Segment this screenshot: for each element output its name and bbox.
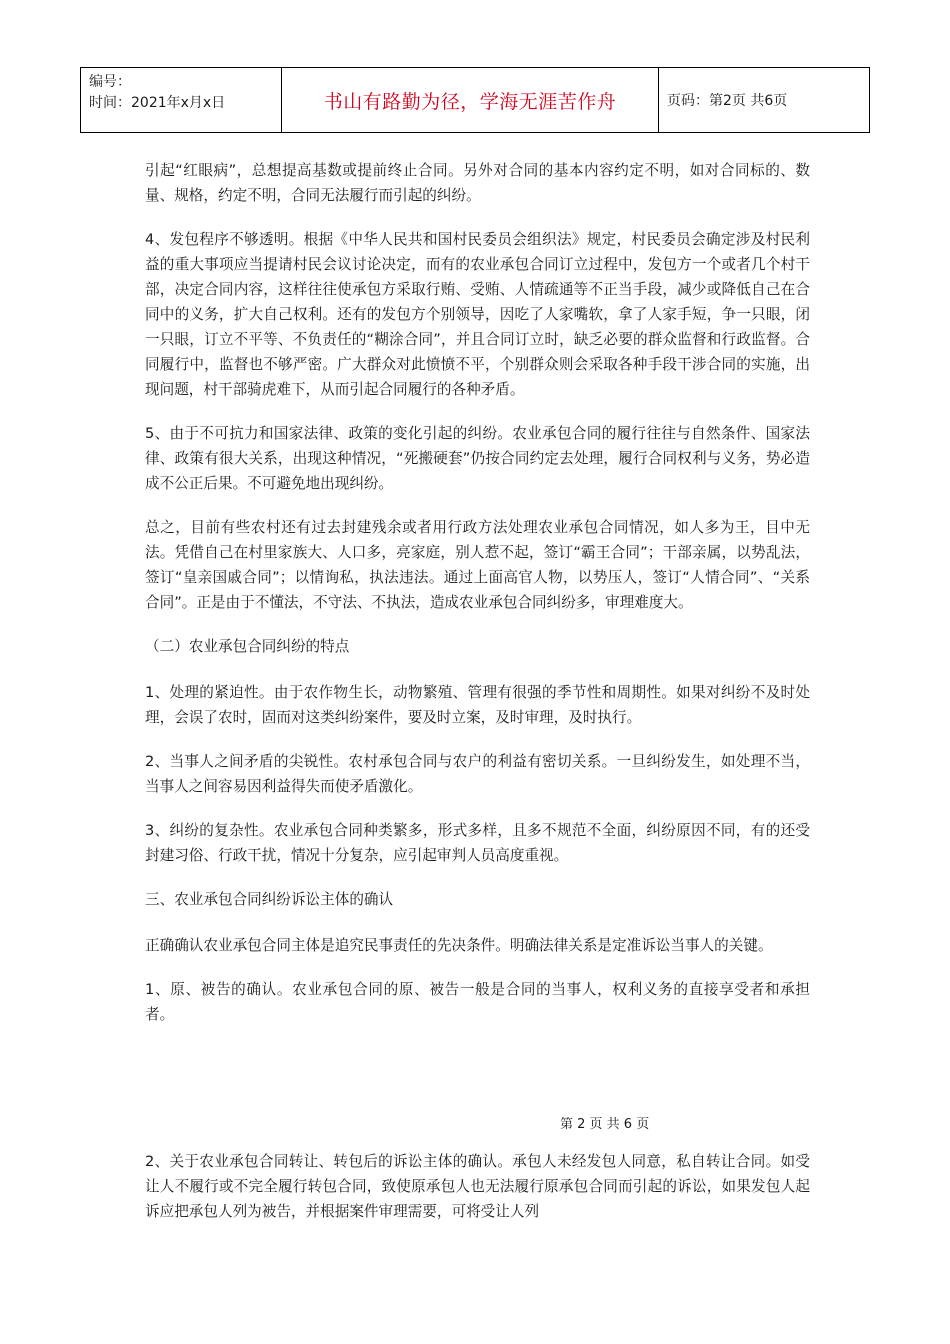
date-label: 时间：2021年x月x日 (89, 95, 226, 111)
document-header (80, 67, 870, 133)
header-meta (81, 68, 282, 132)
paragraph: 5、由于不可抗力和国家法律、政策的变化引起的纠纷。农业承包合同的履行往往与自然条件、国家法律、政策有很大关系，出现这种情况，“死搬硬套”仍按合同约定去处理，履行合同权利与义务，势必造成不公正后果。不可避免地出现纠纷。 (145, 425, 810, 492)
paragraph: 引起“红眼病”，总想提高基数或提前终止合同。另外对合同的基本内容约定不明，如对合同标的、数量、规格，约定不明，合同无法履行而引起的纠纷。 (145, 162, 810, 204)
paragraph: 正确确认农业承包合同主体是追究民事责任的先决条件。明确法律关系是定准诉讼当事人的关键。 (145, 937, 773, 954)
paragraph: 2、当事人之间矛盾的尖锐性。农村承包合同与农户的利益有密切关系。一旦纠纷发生，如处理不当，当事人之间容易因利益得失而使矛盾激化。 (145, 753, 810, 795)
header-page-label: 页码：第2页 共6页 (667, 93, 788, 109)
paragraph: 3、纠纷的复杂性。农业承包合同种类繁多，形式多样，且多不规范不全面，纠纷原因不同，有的还受封建习俗、行政干扰，情况十分复杂，应引起审判人员高度重视。 (145, 822, 810, 864)
paragraph: 1、处理的紧迫性。由于农作物生长，动物繁殖、管理有很强的季节性和周期性。如果对纠纷不及时处理，会误了农时，固而对这类纠纷案件，要及时立案，及时审理，及时执行。 (145, 684, 810, 726)
continuation-body (145, 1149, 810, 1224)
page-footer-marker: 第 2 页 共 6 页 (560, 1117, 650, 1132)
paragraph: 总之，目前有些农村还有过去封建残余或者用行政方法处理农业承包合同情况，如人多为王，目中无法。凭借自己在村里家族大、人口多，亮家庭，别人惹不起，签订“霸王合同”；干部亲属，以势乱法，签订“皇亲国戚合同”；以情询私，执法违法。通过上面高官人物，以势压人，签订“人情合同”、“关系合同”。正是由于不懂法，不守法、不执法，造成农业承包合同纠纷多，审理难度大。 (145, 519, 810, 611)
section-heading: （二）农业承包合同纠纷的特点 (145, 638, 350, 655)
header-motto: 书山有路勤为径，学海无涯苦作舟 (282, 68, 659, 132)
paragraph: 1、原、被告的确认。农业承包合同的原、被告一般是合同的当事人，权利义务的直接享受者和承担者。 (145, 981, 810, 1023)
section-heading: 三、农业承包合同纠纷诉讼主体的确认 (145, 891, 394, 908)
document-body (145, 158, 810, 1046)
number-label: 编号： (89, 74, 131, 90)
paragraph: 2、关于农业承包合同转让、转包后的诉讼主体的确认。承包人未经发包人同意，私自转让合同。如受让人不履行或不完全履行转包合同，致使原承包人也无法履行原承包合同而引起的诉讼，如果发包人起诉应把承包人列为被告，并根据案件审理需要，可将受让人列 (145, 1153, 810, 1220)
paragraph: 4、发包程序不够透明。根据《中华人民共和国村民委员会组织法》规定，村民委员会确定涉及村民利益的重大事项应当提请村民会议讨论决定，而有的农业承包合同订立过程中，发包方一个或者几个村干部，决定合同内容，这样往往使承包方采取行贿、受贿、人情疏通等不正当手段，减少或降低自己在合同中的义务，扩大自己权利。还有的发包方个别领导，因吃了人家嘴软，拿了人家手短，争一只眼，闭一只眼，订立不平等、不负责任的“糊涂合同”，并且合同订立时，缺乏必要的群众监督和行政监督。合同履行中，监督也不够严密。广大群众对此愤愤不平，个别群众则会采取各种手段干涉合同的实施，出现问题，村干部骑虎难下，从而引起合同履行的各种矛盾。 (145, 231, 810, 398)
